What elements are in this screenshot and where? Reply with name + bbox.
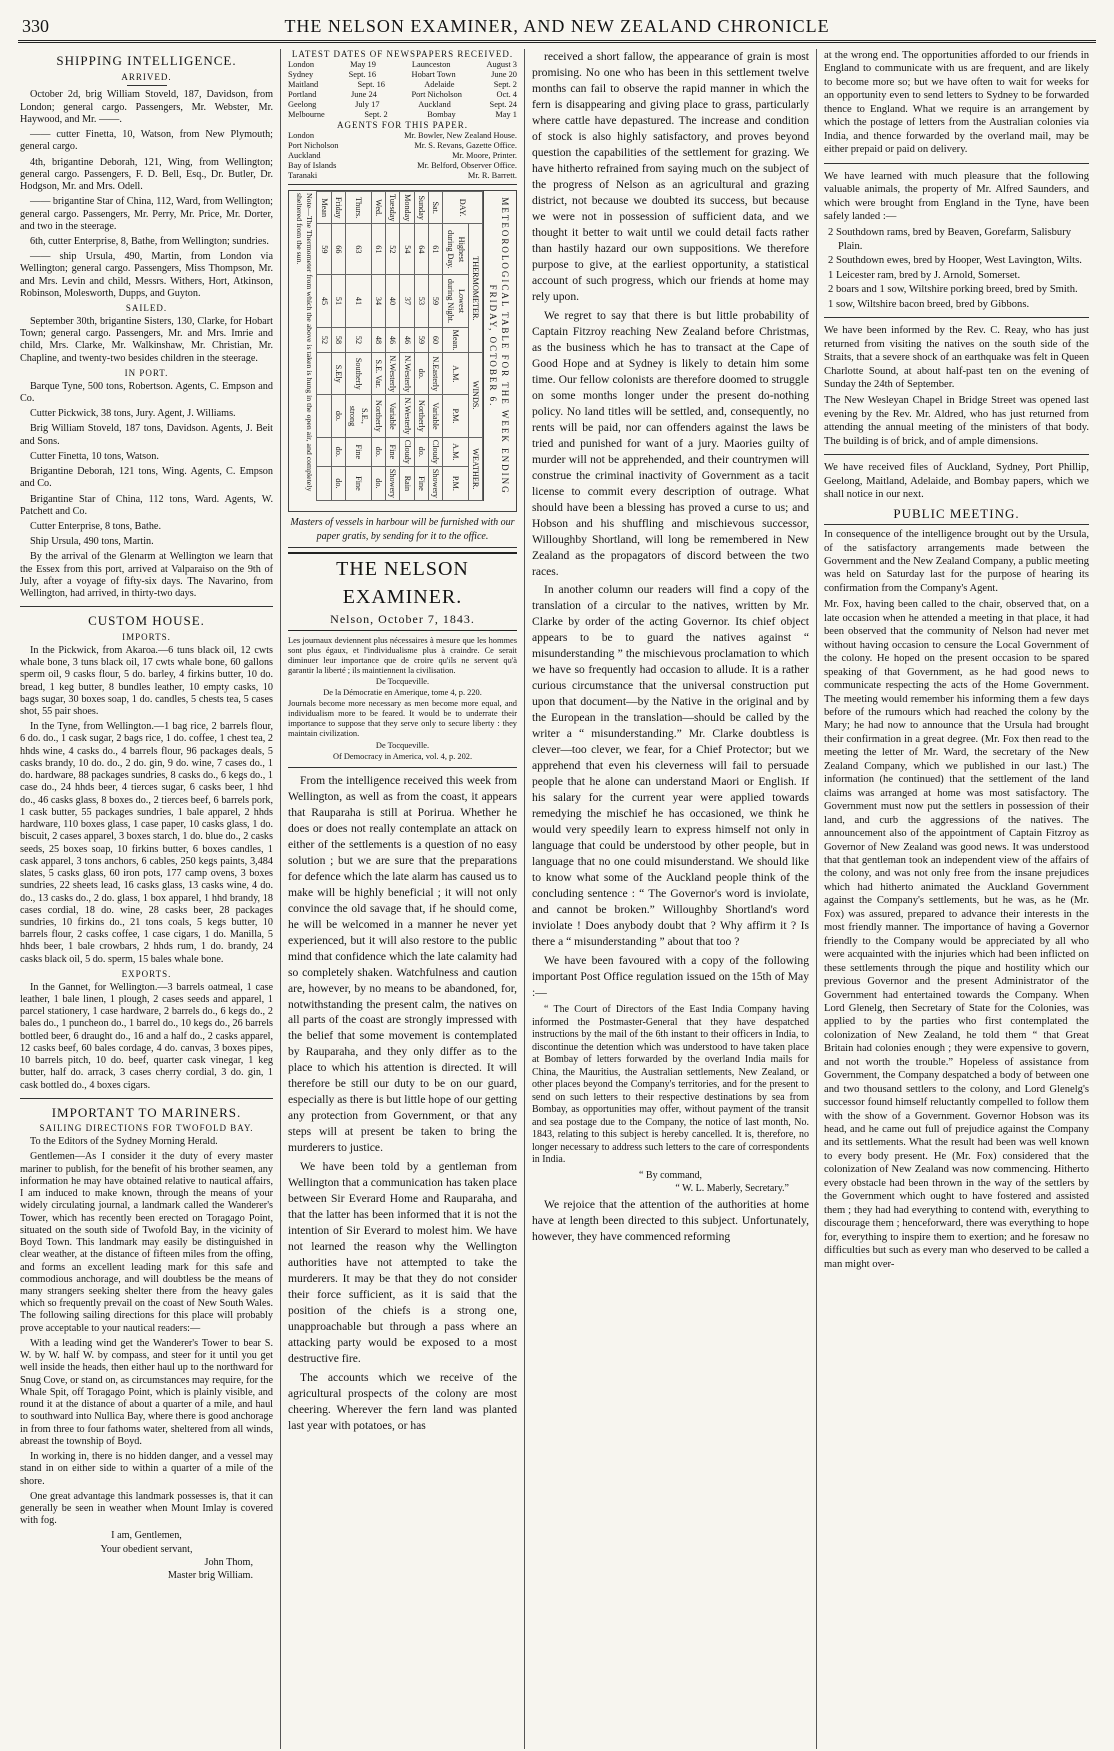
met-note: Note—The Thermometer from which the above is taken is hung in the open air, and completely sheltered from the sun. <box>294 193 315 492</box>
page-number: 330 <box>22 16 49 36</box>
signer-title: Master brig William. <box>167 1570 253 1582</box>
met-cell: 66 <box>331 224 345 275</box>
article-paragraph: We rejoice that the attention of the authorities at home have at length been directed to this subject. Unfortunately, however, they have commenced reforming <box>532 1197 809 1243</box>
agent-cell: Mr. Moore, Printer. <box>452 151 517 161</box>
imports-list <box>20 645 273 966</box>
agent-row <box>288 151 517 161</box>
met-cell: do. <box>414 353 428 395</box>
agent-cell: Bay of Islands <box>288 161 337 171</box>
running-title: THE NELSON EXAMINER, AND NEW ZEALAND CHRONICLE <box>284 16 830 36</box>
newspaper-date-cell: June 20 <box>491 69 517 79</box>
paragraph: In the Gannet, for Wellington.—3 barrels oatmeal, 1 case leather, 1 bale linen, 1 plough, 2 cases seeds and apparel, 1 parcel stationery, 1 case hardware, 2 barrels do., 6 kegs do., 2 bales do., 1 puncheon do., 1 barrel do., 10 kegs do., 26 barrels bottled beer, 6 draught do., 16 and a half do., 2 casks apparel, 12 casks beef, 60 bales cordage, 4 do. canvas, 3 boxes pipes, 10 barrels pitch, 10 do. beef, quarter cask vinegar, 1 keg butter, half do. arrack, 3 cases cherry cordial, 3 do. gin, 1 cask bottled do., 4 boxes cigars. <box>20 981 273 1091</box>
newspaper-date-cell: Sept. 2 <box>493 79 517 89</box>
newspaper-date-row <box>288 100 517 110</box>
paragraph: October 2d, brig William Stoveld, 187, Davidson, from London; general cargo. Passengers, Mr. Webster, Mr. Haywood, and Mr. ——. <box>20 89 273 125</box>
met-cell <box>317 438 331 467</box>
met-cell: Sunday <box>414 192 428 224</box>
met-cell: 54 <box>400 224 414 275</box>
met-cell: 52 <box>386 224 400 275</box>
met-col-header: Lowest during Night. <box>443 275 469 327</box>
paragraph: In another column our readers will find a copy of the translation of a circular to the natives, written by Mr. Clarke by order of the acting Governor. Its chief object appears to be to guard the natives against “ misunderstanding ” the mischievous proclamation to which we have so frequently had occasion to allude. It is a rather curious circumstance that the universal construction put upon that document—by the Native in the original and by the European in the translation—should be called by the writer a “ misunderstanding.” Mr. Clarke doubtless is clever—too clever, we fear, for a Chief Protector; but we apprehend that even his cleverness will fail to persuade people that he alone can understand Maori or English. If his salary for the current year were applied towards remedying the mischief he has occasioned, we think he would very speedily learn to express himself not only in language that could be understood by other people, but in language that no one could misunderstand. We should like to know what some of the Auckland people think of the concluding sentence : “ The Governor's word is inviolate, and cannot be broken.” Willoughby Shortland's word inviolate ! Does anybody doubt that ? Why affirm it ? Is there a “ misunderstanding ” about that too ? <box>532 583 809 949</box>
mariners-paragraphs <box>20 1151 273 1527</box>
newspaper-date-cell: Geelong <box>288 100 317 110</box>
paragraph: received a short fallow, the appearance of grain is most promising. No one who has been in this settlement twelve months can fail to observe the rapid manner in which the fern is disappearing and giving place to grass, particularly where cattle have depastured. The increase and condition of stock is also highly satisfactory, and proves beyond question the capabilities of the settlement for grazing. We have hitherto refrained from saying much on the subject of the progress of Nelson as an agricultural and grazing district, not because we doubted its success, but because we were not in possession of sufficient data, and we thought it better to wait until we could detail facts rather than hastily hazard our own suppositions. We therefore purpose to give, at the earliest opportunity, a statistical account of such progress, which our friends at home may rely upon. <box>532 50 809 303</box>
newspapers-title: LATEST DATES OF NEWSPAPERS RECEIVED. <box>291 49 514 59</box>
paragraph: Cutter Enterprise, 8 tons, Bathe. <box>30 521 161 533</box>
newspaper-date-cell: Auckland <box>418 100 451 110</box>
met-cell: 63 <box>346 224 372 275</box>
glenarm-para: By the arrival of the Glenarm at Wellington we learn that the Essex from this port, arrived at Valparaiso on the 9th of July, after a voyage of fifty-six days. The Navarino, from Wellington, had arrived, in thirty-two days. <box>20 551 273 600</box>
column-4 <box>816 49 1096 1749</box>
met-col-header: A.M. <box>443 438 469 467</box>
epigraph-source: Of Democracy in America, vol. 4, p. 202. <box>332 751 473 761</box>
editorial-column-2 <box>288 773 517 1434</box>
agent-cell: Mr. R. Barrett. <box>467 171 517 181</box>
imports-label: IMPORTS. <box>122 632 171 643</box>
newspaper-date-cell: Bombay <box>427 110 456 120</box>
sailed-label: SAILED. <box>125 303 168 314</box>
masters-note: Masters of vessels in harbour will be furnished with our paper gratis, by sending for it to the office. <box>288 516 517 548</box>
met-col-header: Highest during Day. <box>443 224 469 275</box>
met-cell: do. <box>331 395 345 438</box>
newspaper-date-cell: July 17 <box>355 100 380 110</box>
signer-name: John Thom, <box>204 1556 253 1568</box>
newspaper-date-row <box>288 60 517 70</box>
exports-list <box>20 982 273 1092</box>
paragraph: In the Tyne, from Wellington.—1 bag rice, 2 barrels flour, 6 do. do., 1 cask sugar, 2 bags rice, 1 do. coffee, 1 chest tea, 2 hhds wine, 4 casks do., 4 barrels flour, 96 packages deals, 5 casks brandy, 10 do. do., 2 do. gin, 9 do. wine, 7 cases do., 1 do. hardware, 88 packages sundries, 8 casks do., 6 kegs do., 1 case do., 24 hhds beer, 4 tierces sugar, 6 casks beer, 1 hhd do., 46 casks glass, 8 boxes do., 2 tierces beef, 6 barrels pork, 1 cask butter, 55 packages sundries, 1 bale apparel, 2 hhds hardware, 110 boxes glass, 1 case paper, 10 casks glass, 1 do. biscuit, 2 cases apparel, 3 boxes starch, 1 do. blue do., 2 casks seeds, 25 boxes soap, 10 firkins butter, 6 boxes candles, 1 cask apparel, 3 tons anchors, 6 cables, 250 kegs paints, 3,484 slates, 5 casks glass, 60 iron pots, 177 camp ovens, 3 boxes sundries, 22 sheets lead, 16 casks glass, 13 casks wine, 4 do. do., 13 casks do., 2 do. glass, 1 box apparel, 1 hhd brandy, 18 cases cordial, 18 do. wine, 28 casks beer, 28 packages sundries, 10 firkins do., 21 tons coals, 5 kegs butter, 10 barrels flour, 2 casks coffee, 1 case cigars, 1 do. Manilla, 5 hhds beer, 1 bale crowbars, 2 hhds rum, 1 do. brandy, 24 casks black oil, 5 do. sperm, 15 bales whale bone. <box>20 721 273 965</box>
paragraph: 4th, brigantine Deborah, 121, Wing, from Wellington; general cargo. Passengers, F. D. Bell, Esq., Dr. Butler, Dr. Hodgson, Mr. and Mrs. Odell. <box>20 156 273 193</box>
met-cell: Fine <box>346 467 372 501</box>
newspaper-date-cell: June 24 <box>351 90 377 100</box>
arrived-label: ARRIVED. <box>121 71 172 82</box>
met-cell: Wed. <box>371 192 385 224</box>
sign-line: Your obedient servant, <box>100 1543 193 1555</box>
met-cell: 52 <box>317 328 331 354</box>
exports-label: EXPORTS. <box>121 968 172 979</box>
mariners-to: To the Editors of the Sydney Morning Herald. <box>30 1136 218 1148</box>
met-cell: Mean <box>317 192 331 224</box>
met-cell: S.E. Var. <box>371 353 385 395</box>
met-cell: 59 <box>428 275 442 327</box>
paragraph: Barque Tyne, 500 tons, Robertson. Agents, C. Empson and Co. <box>20 380 273 404</box>
agent-row <box>288 161 517 171</box>
article-paragraph: Mr. Fox, having been called to the chair, observed that, on a late occasion when he attended a meeting in that place, it had been observed that the community of Nelson had never met without having occasion to censure the Local Government of the colony. He hoped on the present occasion to be spared speaking of that Government, as he had good news to communicate respecting the acts of the Home Government. The meeting would remember his informing them a few days before of the rumours which had reached the colony by the Mary; he had now to announce that the Ursula had brought their confirmation in a great degree. (Mr. Fox then read to the meeting the letter of Mr. Ward, the secretary of the New Zealand Company, which we published in our last.) The information (he continued) that the settlement of the land claims was arranged at home was most satisfactory. The Government must now put the settlers in possession of their land, and curb the aggressions of the natives. The announcement also of the appointment of Captain Fitzroy as Governor of New Zealand was good news. It was understood that that gentleman took an independent view of the affairs of the colony, and was not only free from the insane prejudices which had hitherto animated the Auckland Government against the Company's settlements, but he was, as he (Mr. Fox) was assured, prepared to advance their interests in the most friendly manner. The importance of having a Governor friendly to the Company would be appreciated by all who were acquainted with the injuries which had been inflicted on these settlements through the pique and hostility which our previous Governor and the present Administrator of the Government had entertained towards the Company. When Lord Glenelg, then Secretary of State for the Colonies, was applied to by the parties who first contemplated the colonization of New Zealand, he told them “ that Great Britain had colonies enough ; they were expensive to govern, and not worth the trouble.” Hopeless of assistance from Government, the Company despatched a body of between one and two thousand settlers to the colony, and Lord Glenelg's successor found himself reluctantly compelled to follow them with the show of a Government. Governor Hobson was its head, and he came out full of prejudice against the Company and its settlements. What the result had been was well known to every body present. He (Mr. Fox) considered that the colonization of New Zealand was now commencing. Hitherto every obstacle had been thrown in the way of the settlers by the Government which ought to have fostered and assisted them ; they had had everything to contend with, everything to discourage them ; henceforward, there was everything to hope for, everything to inspire them to exertion; and he foresaw no difficulties but such as every man who deserved to be called a man might over- <box>824 599 1089 1270</box>
article-paragraph: The New Wesleyan Chapel in Bridge Street was opened last evening by the Rev. Mr. Aldred, who has just returned from attending the annual meeting of the ministers of that body. The building is of brick, and of ample dimensions. <box>824 395 1089 447</box>
met-cell: Northerly <box>371 395 385 438</box>
met-cell: 37 <box>400 275 414 327</box>
epigraph-source: De Tocqueville. <box>375 740 430 750</box>
list-item: 1 Leicester ram, bred by J. Arnold, Somerset. <box>828 269 1021 281</box>
arrived-list <box>20 89 273 300</box>
met-cell <box>317 395 331 438</box>
newspaper-date-row <box>288 80 517 90</box>
article-paragraph: We have received files of Auckland, Sydney, Port Phillip, Geelong, Maitland, Adelaide, and Bombay papers, which we shall notice in our next. <box>824 462 1089 501</box>
met-cell: N.Westerly <box>400 353 414 395</box>
paragraph: With a leading wind get the Wanderer's Tower to bear S. W. by W. half W. by compass, and steer for it until you get well inside the heads, then either haul up to the northward for Snug Cove, or stand on, as circumstances may require, for the Whale Spit, off Toragago Point, which is plainly visible, and round it at the distance of about a quarter of a mile, and haul to southward into Nullica Bay, where there is good anchorage in from three to four fathoms water, sheltered from all winds, abreast the township of Boyd. <box>20 1337 273 1447</box>
agent-cell: Mr. Belford, Observer Office. <box>417 161 517 171</box>
paragraph: In the Pickwick, from Akaroa.—6 tuns black oil, 12 cwts whale bone, 3 tuns black oil, 17 cwts whale bone, 60 gallons sperm oil, 9 casks flour, 5 do. barley, 4 firkins butter, 10 do. bread, 1 keg butter, 8 bundles leather, 10 empty casks, 10 bags sugar, 30 boxes soap, 1 do. candles, 5 chests tea, 5 cases shot, 55 pair shoes. <box>20 644 273 717</box>
paragraph: In working in, there is no hidden danger, and a vessel may stand in on either side to within a quarter of a mile of the shore. <box>20 1451 273 1487</box>
newspaper-date-cell: Maitland <box>288 79 319 89</box>
paragraph: We have been told by a gentleman from Wellington that a communication has taken place between Sir Everard Home and Rauparaha, and that the latter has been informed that it is not the intention of Sir Everard to molest him. We have not learned the reason why the Wellington authorities have not attempted to take the murderers. It may be that they do not consider their force sufficient, as it is said that the position of the chiefs is a strong one, unapproachable but through a pass where an attacking party would be exposed to a most destructive fire. <box>288 1160 517 1366</box>
met-cell <box>317 353 331 395</box>
met-row <box>331 192 345 501</box>
mariners-sub: SAILING DIRECTIONS FOR TWOFOLD BAY. <box>39 1123 254 1134</box>
newspaper-date-row <box>288 90 517 100</box>
met-cell: N.Westerly <box>400 395 414 438</box>
newspapers-box <box>288 49 517 185</box>
met-weather-header: WEATHER. <box>468 438 482 501</box>
met-col-header: A.M. <box>443 353 469 395</box>
newspaper-date-cell: Sept. 24 <box>489 100 517 110</box>
met-cell: 48 <box>371 328 385 354</box>
in-port-label: IN PORT. <box>124 367 169 378</box>
met-cell: Fine <box>346 438 372 467</box>
met-cell: 53 <box>414 275 428 327</box>
newspaper-date-cell: Oct. 4 <box>496 90 517 100</box>
article-paragraph: In consequence of the intelligence brought out by the Ursula, of the satisfactory arrangements made between the Government and the New Zealand Company, a public meeting was held on Saturday last for the purpose of hearing its confirmation from the Company's Agent. <box>824 529 1089 594</box>
met-cell: N.Westerly <box>386 353 400 395</box>
met-cell: Friday <box>331 192 345 224</box>
public-meeting-title: PUBLIC MEETING. <box>824 506 1089 526</box>
in-port-list <box>20 381 273 549</box>
met-cell: Thurs. <box>346 192 372 224</box>
paragraph: Brig William Stoveld, 187 tons, Davidson. Agents, J. Beit and Sons. <box>20 423 273 447</box>
met-cell: Showery <box>386 467 400 501</box>
editorial-column-3 <box>532 49 809 1001</box>
met-cell: do. <box>371 438 385 467</box>
post-office-notice <box>532 1004 809 1196</box>
notice-signer: “ W. L. Maberly, Secretary.” <box>675 1183 789 1195</box>
newspaper-date-cell: Sydney <box>288 69 314 79</box>
paragraph: —— ship Ursula, 490, Martin, from London via Wellington; general cargo. Passengers, Miss Thompson, Mr. and Mrs. Levin and child, Messrs. Withers, Hort, Atkinson, Robinson, Molesworth, Dupps, and Guyton. <box>20 251 273 299</box>
met-cell: do. <box>331 438 345 467</box>
met-title: METEOROLOGICAL TABLE FOR THE WEEK ENDING FRIDAY, OCTOBER 6. <box>483 191 513 501</box>
agent-row <box>288 141 517 151</box>
met-cell: Variable <box>386 395 400 438</box>
list-item: 2 Southdown rams, bred by Beaven, Gorefarm, Salisbury Plain. <box>828 227 1072 252</box>
met-row <box>371 192 385 501</box>
met-row <box>317 192 331 501</box>
column-2 <box>280 49 524 1749</box>
met-cell: N.Easterly <box>428 353 442 395</box>
notice-text: “ The Court of Directors of the East India Company having informed the Postmaster-General that they have despatched instructions by the mail of the 6th instant to their officers in India, to discontinue the detention which was understood to have taken place at Bombay of letters forwarded by the overland India mails for China, the Mauritius, the Australian settlements, New Zealand, or other places beyond the Company's territories, and for the present to send on such letters to their respective destinations by sea from Bombay, as opportunities may offer, without payment of the transit and sea postage due to the Company, the notice of last month, No. 1843, relating to this subject is hereby cancelled. It is, therefore, no longer necessary to address such letters to the care of correspondents in India. <box>532 1004 809 1166</box>
paragraph: We have been favoured with a copy of the following important Post Office regulation issued on the 15th of May :— <box>532 954 809 1000</box>
met-cell: Variable <box>428 395 442 438</box>
epigraph-source: De la Démocratie en Amerique, tome 4, p. 220. <box>323 688 482 698</box>
paragraph: Cutter Pickwick, 38 tons, Jury. Agent, J. Williams. <box>30 408 236 420</box>
newspaper-date-cell: London <box>288 59 315 69</box>
paragraph: —— brigantine Star of China, 112, Ward, from Wellington; general cargo. Passengers, Mr. Perry, Mr. Price, Mr. Dorter, and two in the steerage. <box>20 196 273 232</box>
met-col-header: P.M. <box>443 467 469 501</box>
paragraph: 6th, cutter Enterprise, 8, Bathe, from Wellington; sundries. <box>30 235 269 247</box>
met-cell: 51 <box>331 275 345 327</box>
met-winds-header: WINDS. <box>468 353 482 437</box>
met-cell: S.E., strong <box>346 395 372 438</box>
met-cell: Northerly <box>414 395 428 438</box>
paper-title-block <box>288 552 517 631</box>
met-cell: S.Ely <box>331 353 345 395</box>
newspaper-date-cell: Sept. 2 <box>364 110 388 120</box>
newspaper-date-cell: May 19 <box>350 59 376 69</box>
agents-title: AGENTS FOR THIS PAPER. <box>336 120 469 131</box>
met-cell: Fine <box>386 438 400 467</box>
newspaper-date-cell: Port Nicholson <box>411 90 462 100</box>
met-row <box>386 192 400 501</box>
agent-cell: Mr. S. Revans, Gazette Office. <box>414 141 517 151</box>
notice-command: “ By command, <box>638 1169 703 1181</box>
column-1 <box>18 49 280 1749</box>
mariners-title: IMPORTANT TO MARINERS. <box>51 1104 242 1120</box>
newspaper-date-cell: Sept. 16 <box>357 79 385 89</box>
met-cell: 40 <box>386 275 400 327</box>
met-col-header: P.M. <box>443 395 469 438</box>
met-cell: Fine <box>414 467 428 501</box>
met-cell: 58 <box>331 328 345 354</box>
list-item: 2 Southdown ewes, bred by Hooper, West Lavington, Wilts. <box>828 255 1082 267</box>
met-col-header: Mean. <box>443 328 469 354</box>
met-cell: do. <box>331 467 345 501</box>
met-cell: 45 <box>317 275 331 327</box>
agent-cell: London <box>288 131 315 141</box>
agent-row <box>288 131 517 141</box>
paragraph: September 30th, brigantine Sisters, 130, Clarke, for Hobart Town; general cargo. Passengers, Mr. and Mrs. Imrie and child, Mrs. Clarke, Mr. Walkinshaw, Mr. Christian, Mr. Chapline, and twenty-two besides children in the steerage. <box>20 315 273 364</box>
newspaper-date-cell: Sept. 16 <box>348 69 377 79</box>
met-cell: Cloudy <box>400 438 414 467</box>
met-thermo-header: THERMOMETER. <box>468 224 482 353</box>
met-row <box>414 192 428 501</box>
met-row <box>428 192 442 501</box>
met-day-header: DAY. <box>443 192 483 224</box>
met-cell: Sat. <box>428 192 442 224</box>
met-cell: 52 <box>346 328 372 354</box>
paragraph: From the intelligence received this week from Wellington, as well as from the coast, it appears that Rauparaha is still at Porirua. Whether he does or does not really contemplate an attack on either of the settlements is a question of no easy solution ; but we are sure that the preparations for defence which the late alarm has caused us to make will be highly beneficial ; it will not only convince the old savage that, if he should come, he will be welcomed in a manner he never yet experienced, but it will also restore to the public mind that confidence which the late calamity had so completely shaken. Watchfulness and caution are, however, by no means to be abandoned, for, notwithstanding the present calm, the natives on all parts of the coast are strongly impressed with the belief that some movement is contemplated by Rauparaha, and they only differ as to the place to which his attention is directed. It will therefore be still our duty to be on our guard, especially as there is but little hope of our getting any protection from Government, or that any steps will at present be taken to bring the murderers to justice. <box>288 773 517 1155</box>
met-cell: do. <box>414 438 428 467</box>
met-cell: 41 <box>346 275 372 327</box>
epigraph-english: Journals become more necessary as men become more equal, and individualism more to be feared. It would be to underrate their importance to suppose that they serve only to secure liberty : they maintain civilization. <box>288 699 517 739</box>
newspaper-date-cell: Portland <box>288 90 317 100</box>
article-paragraph: at the wrong end. The opportunities afforded to our friends in England to communicate with us are frequent, and are likely to become more so; but we have often to wait for weeks for an opportunity even to send letters to Sydney to be forwarded thence to England. What we require is an arrangement by which the postage of letters from the Australian colonies via India, and thence forwarded by the overland mail, may be either prepaid or paid on delivery. <box>824 50 1089 156</box>
met-cell: do. <box>371 467 385 501</box>
newspaper-date-row <box>288 110 517 120</box>
met-cell: Southerly <box>346 353 372 395</box>
paragraph: —— cutter Finetta, 10, Watson, from New Plymouth; general cargo. <box>20 129 273 153</box>
met-row <box>400 192 414 501</box>
epigraph-source: De Tocqueville. <box>375 677 430 687</box>
meteorological-table <box>288 190 517 512</box>
met-cell: 59 <box>317 224 331 275</box>
paragraph: We regret to say that there is but little probability of Captain Fitzroy reaching New Zealand before Christmas, as the business which he has to transact at the Cape of Good Hope and at Sydney is likely to detain him some time. Our fellow colonists are therefore doomed to struggle on some months longer under the present do-nothing policy. No land titles will be settled, and, consequently, no rents will be paid, nor can offenders against the laws be tried and punished for want of a jury. Maories guilty of murder will not be apprehended, and their countrymen will construe the criminal inactivity of Government as a tacit license to commit every description of outrage. What should have been a blessing has proved a curse to us; and Hobson and his shuffling and mischievous successor, Willoughby Shortland, will long be remembered in New Zealand as the propagators of discord between the two races. <box>532 308 809 578</box>
masthead <box>18 14 1096 43</box>
met-cell: 61 <box>371 224 385 275</box>
custom-house-title: CUSTOM HOUSE. <box>88 613 205 629</box>
met-cell: 61 <box>428 224 442 275</box>
met-cell: 34 <box>371 275 385 327</box>
paragraph: One great advantage this landmark possesses is, that it can generally be seen in weather when Mount Imlay is covered with fog. <box>20 1490 273 1527</box>
met-cell: Showery <box>428 467 442 501</box>
met-row <box>346 192 372 501</box>
agent-cell: Mr. Bowler, New Zealand House. <box>404 131 517 141</box>
met-cell: 46 <box>400 328 414 354</box>
agent-cell: Auckland <box>288 151 321 161</box>
met-cell: Tuesday <box>386 192 400 224</box>
paragraph: Brigantine Star of China, 112 tons, Ward. Agents, W. Patchett and Co. <box>20 493 273 517</box>
sailed-list <box>20 316 273 365</box>
agents-list <box>288 131 517 181</box>
newspaper-date-cell: May 1 <box>495 110 517 120</box>
met-cell: 59 <box>414 328 428 354</box>
paragraph: The accounts which we receive of the agricultural prospects of the colony are most cheering. Wherever the fern land was planted last year with potatoes, or has <box>288 1371 517 1433</box>
paper-title: THE NELSON EXAMINER. <box>336 558 469 608</box>
met-cell <box>317 467 331 501</box>
agent-cell: Port Nicholson <box>288 141 339 151</box>
paragraph: Gentlemen—As I consider it the duty of every master mariner to publish, for the benefit of his brother seamen, any information he may have obtained relative to nautical affairs, I am induced to make known, through the means of your widely circulating journal, a landmark called the Wanderer's Tower, which has recently been erected on Toragago Point, situated on the south side of Twofold Bay, in the vicinity of Boyd Town. This landmark may easily be distinguished in clear weather, at the distance of fifteen miles from the offing, and forms an excellent leading mark for this safe and commodious anchorage, and will doubtless be the means of many strangers seeking shelter there from the heavy gales which so frequently prevail on the coast of New South Wales. The following sailing directions for this place will probably prove acceptable to your nautical readers:— <box>20 1151 273 1334</box>
article-paragraph: We have been informed by the Rev. C. Reay, who has just returned from visiting the natives on the south side of the Straits, that a severe shock of an earthquake was felt in Queen Charlotte Sound, at about half-past ten on the evening of Sunday the 24th of September. <box>824 325 1089 390</box>
epigraph-french: Les journaux deviennent plus nécessaires à mesure que les hommes sont plus égaux, et l'individualisme plus à craindre. Ce serait diminuer leur importance que de croire qu'ils ne servent qu'à garantir la liberté ; ils maintiennent la civilisation. <box>288 635 517 676</box>
met-cell: 64 <box>414 224 428 275</box>
newspaper-date-cell: Hobart Town <box>411 69 456 79</box>
list-item: 2 boars and 1 sow, Wiltshire porking breed, bred by Smith. <box>828 284 1078 296</box>
article-paragraph: We have learned with much pleasure that the following valuable animals, the property of Mr. Alfred Saunders, and which were brought from England in the Tyne, have been safely landed :— <box>824 170 1089 222</box>
agent-row <box>288 171 517 181</box>
newspaper-date-cell: Melbourne <box>288 110 325 120</box>
agent-cell: Taranaki <box>288 171 318 181</box>
paragraph: Cutter Finetta, 10 tons, Watson. <box>30 450 159 462</box>
list-item: 1 sow, Wiltshire bacon breed, bred by Gibbons. <box>828 298 1030 310</box>
met-cell: 60 <box>428 328 442 354</box>
epigraph <box>288 636 517 768</box>
dateline: Nelson, October 7, 1843. <box>330 612 475 627</box>
newspaper-date-cell: Launceston <box>411 59 451 69</box>
sign-line: I am, Gentlemen, <box>111 1530 182 1542</box>
newspaper-date-cell: Adelaide <box>424 79 455 89</box>
newspaper-dates <box>288 60 517 120</box>
newspaper-date-row <box>288 70 517 80</box>
paragraph: Brigantine Deborah, 121 tons, Wing. Agents, C. Empson and Co. <box>20 466 273 490</box>
met-cell: 46 <box>386 328 400 354</box>
met-cell: Rain <box>400 467 414 501</box>
animals-list <box>824 226 1089 311</box>
met-cell: Cloudy <box>428 438 442 467</box>
paragraph: Ship Ursula, 490 tons, Martin. <box>30 536 154 548</box>
newspaper-date-cell: August 3 <box>486 59 517 69</box>
shipping-title: SHIPPING INTELLIGENCE. <box>56 53 237 68</box>
met-cell: Monday <box>400 192 414 224</box>
column-3 <box>524 49 816 1749</box>
